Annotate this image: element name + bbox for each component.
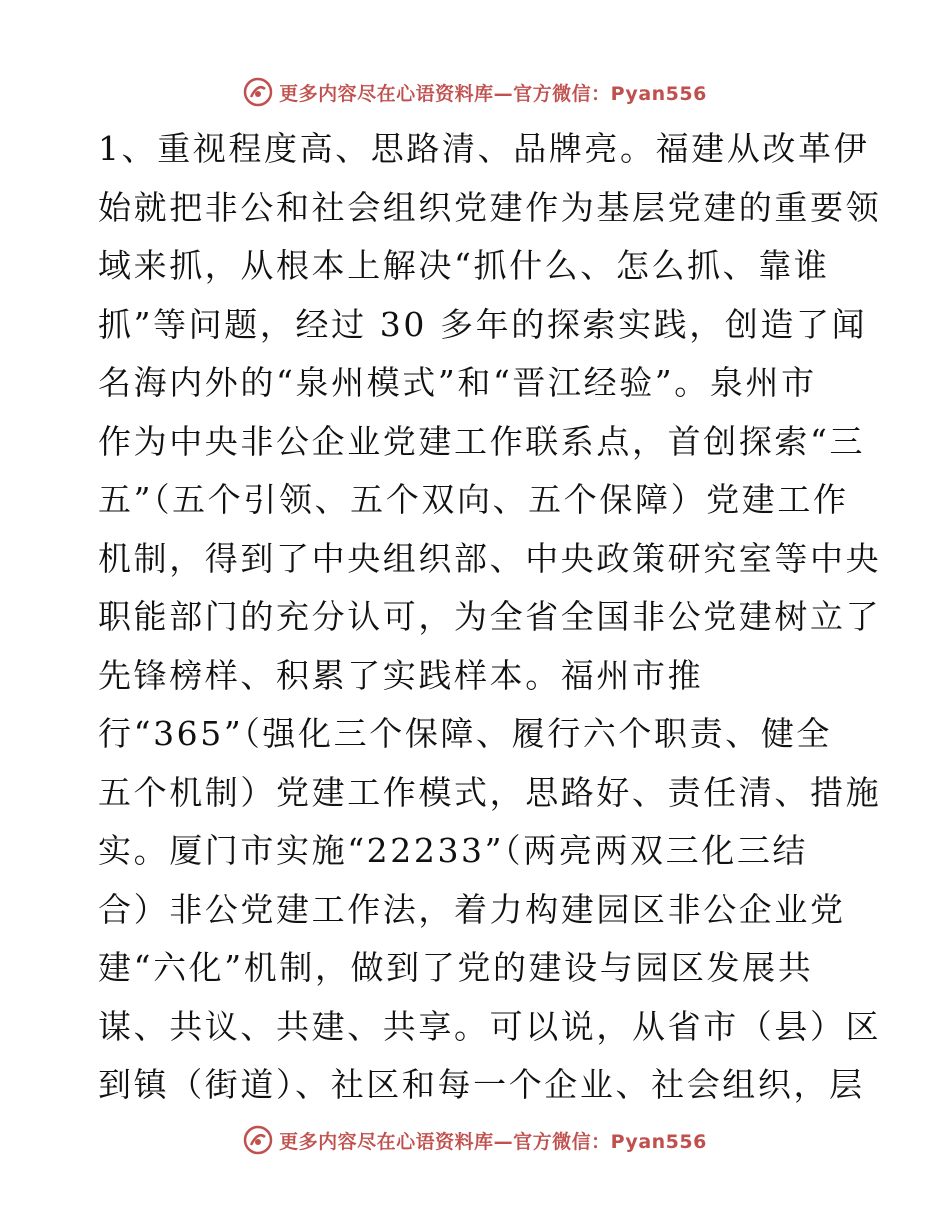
paragraph	[98, 120, 882, 1115]
text-line: 机制，得到了中央组织部、中央政策研究室等中央	[98, 538, 882, 578]
text-line: 职能部门的充分认可，为全省全国非公党建树立了	[98, 597, 882, 636]
header-watermark-text: 更多内容尽在心语资料库—官方微信：Pyan556	[279, 82, 707, 105]
footer-watermark-text: 更多内容尽在心语资料库—官方微信：Pyan556	[279, 1130, 707, 1153]
document-body	[98, 120, 882, 1115]
text-line: 合）非公党建工作法，着力构建园区非公企业党	[98, 889, 846, 929]
text-line: 作为中央非公企业党建工作联系点，首创探索“三	[98, 421, 866, 461]
text-line: 实。厦门市实施“22233”（两亮两双三化三结	[98, 831, 809, 870]
text-line: 行“365”（强化三个保障、履行六个职责、健全	[98, 714, 833, 753]
text-line: 先锋榜样、积累了实践样本。福州市推	[98, 655, 704, 695]
header-watermark-banner	[0, 72, 950, 112]
text-line: 1、重视程度高、思路清、品牌亮。福建从改革伊	[98, 129, 870, 168]
text-line: 名海内外的“泉州模式”和“晋江经验”。泉州市	[98, 363, 817, 402]
brand-logo-icon	[243, 77, 273, 107]
brand-logo-icon	[243, 1125, 273, 1155]
text-line: 五”（五个引领、五个双向、五个保障）党建工作	[98, 480, 849, 519]
text-line: 五个机制）党建工作模式，思路好、责任清、措施	[98, 772, 882, 812]
text-line: 到镇（街道）、社区和每一个企业、社会组织，层	[98, 1065, 865, 1104]
text-line: 建“六化”机制，做到了党的建设与园区发展共	[98, 948, 814, 987]
text-line: 域来抓，从根本上解决“抓什么、怎么抓、靠谁	[98, 246, 830, 285]
text-line: 谋、共议、共建、共享。可以说，从省市（县）区	[98, 1006, 882, 1046]
footer-watermark-banner	[0, 1120, 950, 1160]
text-line: 抓”等问题，经过 30 多年的探索实践，创造了闻	[98, 304, 868, 344]
text-line: 始就把非公和社会组织党建作为基层党建的重要领	[98, 187, 882, 227]
